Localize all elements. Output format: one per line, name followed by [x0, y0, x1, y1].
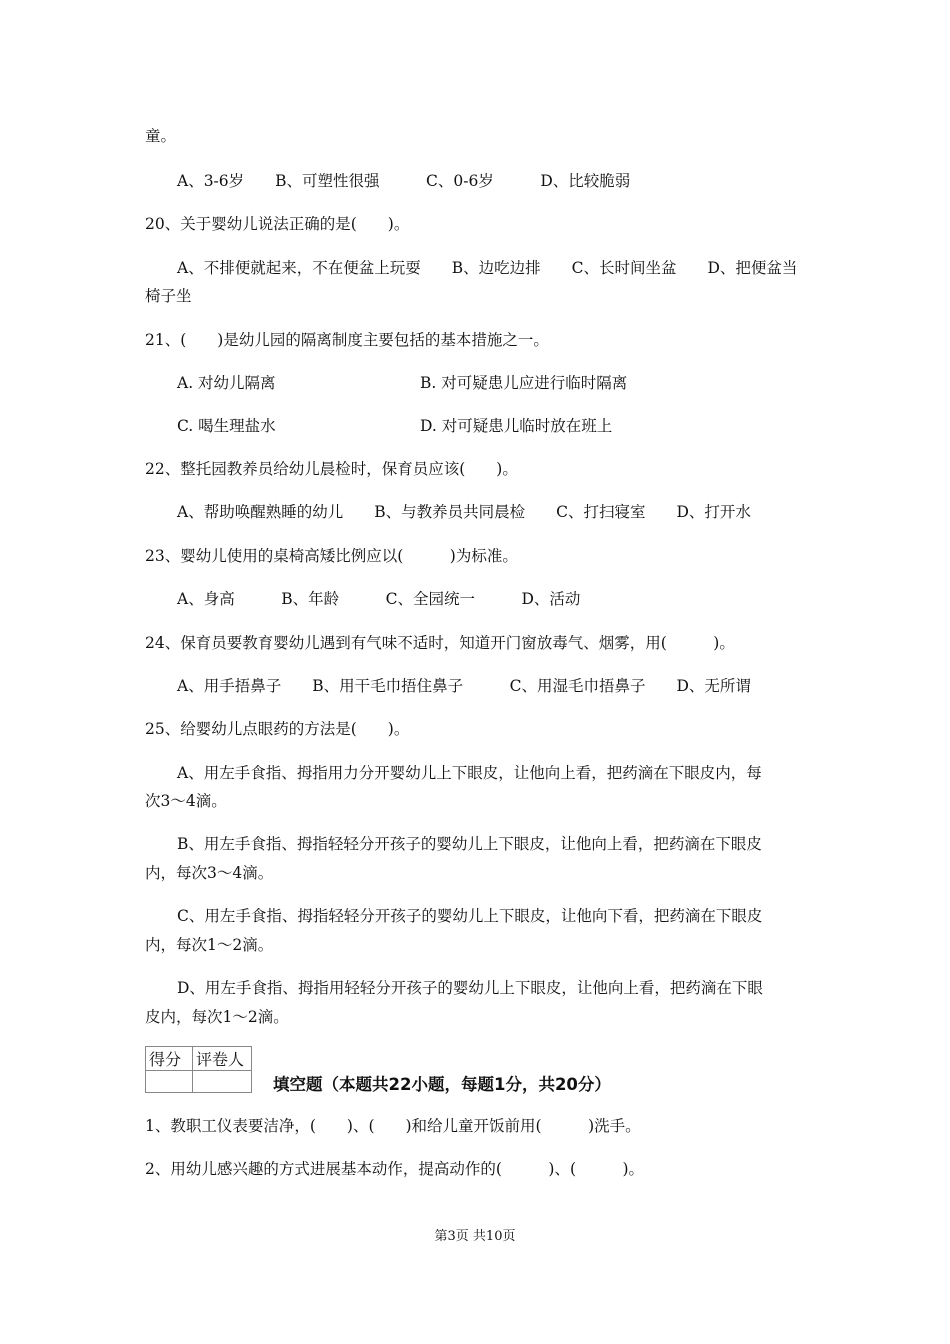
question-21-option-b: B. 对可疑患儿应进行临时隔离: [420, 374, 628, 392]
score-table: [145, 1046, 252, 1093]
question-25-option-a-cont: 次3～4滴。: [145, 792, 227, 810]
score-label: 得分: [146, 1047, 193, 1071]
question-25-option-b: B、用左手食指、拇指轻轻分开孩子的婴幼儿上下眼皮，让他向上看，把药滴在下眼皮: [177, 835, 762, 853]
question-25: 25、给婴幼儿点眼药的方法是( )。: [145, 720, 410, 738]
question-25-option-d-cont: 皮内，每次1～2滴。: [145, 1008, 289, 1026]
grader-label: 评卷人: [193, 1047, 252, 1071]
question-21-option-d: D. 对可疑患儿临时放在班上: [420, 417, 613, 435]
question-24-options: A、用手捂鼻子 B、用干毛巾捂住鼻子 C、用湿毛巾捂鼻子 D、无所谓: [177, 677, 751, 695]
question-25-option-d: D、用左手食指、拇指用轻轻分开孩子的婴幼儿上下眼皮，让他向上看，把药滴在下眼: [177, 979, 763, 997]
question-21-option-c: C. 喝生理盐水: [177, 417, 276, 435]
question-22: 22、整托园教养员给幼儿晨检时，保育员应该( )。: [145, 460, 518, 478]
question-20-options-cont: 椅子坐: [145, 287, 192, 305]
question-20: 20、关于婴幼儿说法正确的是( )。: [145, 215, 410, 233]
question-24: 24、保育员要教育婴幼儿遇到有气味不适时，知道开门窗放毒气、烟雾，用( )。: [145, 634, 735, 652]
question-25-option-c-cont: 内，每次1～2滴。: [145, 936, 274, 954]
question-23: 23、婴幼儿使用的桌椅高矮比例应以( )为标准。: [145, 547, 518, 565]
fill-question-2: 2、用幼儿感兴趣的方式进展基本动作，提高动作的( )、( )。: [145, 1160, 645, 1178]
page-footer: 第3页 共10页: [434, 1229, 516, 1244]
question-25-option-a: A、用左手食指、拇指用力分开婴幼儿上下眼皮，让他向上看，把药滴在下眼皮内，每: [177, 764, 762, 782]
question-19-options: A、3-6岁 B、可塑性很强 C、0-6岁 D、比较脆弱: [177, 172, 631, 190]
question-20-options: A、不排便就起来，不在便盆上玩耍 B、边吃边排 C、长时间坐盆 D、把便盆当: [177, 259, 798, 277]
question-21-option-a: A. 对幼儿隔离: [177, 374, 276, 392]
text-line: 童。: [145, 127, 177, 145]
question-23-options: A、身高 B、年龄 C、全园统一 D、活动: [177, 590, 581, 608]
question-25-option-c: C、用左手食指、拇指轻轻分开孩子的婴幼儿上下眼皮，让他向下看，把药滴在下眼皮: [177, 907, 763, 925]
question-25-option-b-cont: 内，每次3～4滴。: [145, 864, 274, 882]
section-title: 填空题（本题共22小题，每题1分，共20分）: [273, 1075, 611, 1094]
score-cell: [146, 1071, 193, 1093]
question-21: 21、( )是幼儿园的隔离制度主要包括的基本措施之一。: [145, 331, 549, 349]
fill-question-1: 1、教职工仪表要洁净，( )、( )和给儿童开饭前用( )洗手。: [145, 1117, 641, 1135]
grader-cell: [193, 1071, 252, 1093]
question-22-options: A、帮助唤醒熟睡的幼儿 B、与教养员共同晨检 C、打扫寝室 D、打开水: [177, 503, 751, 521]
